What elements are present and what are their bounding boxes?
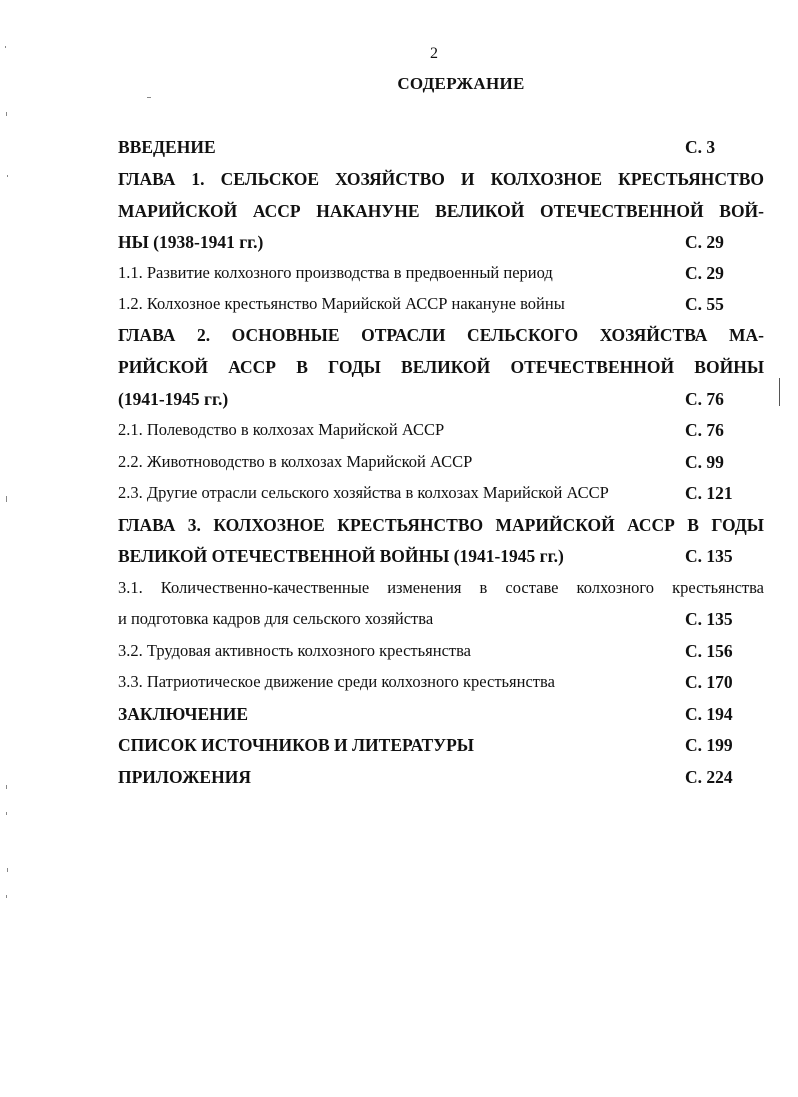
toc-entry-section-2-1	[118, 417, 764, 443]
toc-entry-chapter-2	[118, 322, 764, 348]
toc-entry-section-2-2	[118, 449, 764, 475]
toc-entry-section-3-1	[118, 575, 764, 601]
toc-entry-text: 2.2. Животноводство в колхозах Марийской АССР	[118, 452, 473, 471]
toc-entry-text: ГЛАВА 1. СЕЛЬСКОЕ ХОЗЯЙСТВО И КОЛХОЗНОЕ КРЕСТЬЯНСТВО	[118, 169, 764, 189]
toc-entry-chapter-1-cont	[118, 198, 764, 224]
toc-entry-page: С. 99	[685, 452, 724, 472]
page-number: 2	[430, 45, 438, 62]
toc-entry-page: С. 29	[685, 263, 724, 283]
scan-mark	[6, 496, 7, 502]
toc-entry-section-2-3	[118, 480, 764, 506]
toc-entry-page: С. 170	[685, 672, 733, 692]
scan-mark	[7, 175, 8, 177]
scan-mark	[7, 868, 8, 872]
toc-entry-page: С. 76	[685, 389, 724, 409]
scan-mark	[6, 895, 7, 898]
toc-entry-page: С. 3	[685, 137, 716, 157]
toc-entry-text: ГЛАВА 2. ОСНОВНЫЕ ОТРАСЛИ СЕЛЬСКОГО ХОЗЯЙСТВА МА-	[118, 325, 764, 345]
toc-entry-text: 2.1. Полеводство в колхозах Марийской АССР	[118, 420, 445, 439]
scan-mark	[6, 785, 7, 789]
toc-entry-chapter-3	[118, 512, 764, 538]
toc-entry-text: ПРИЛОЖЕНИЯ	[118, 767, 251, 787]
toc-entry-page: С. 199	[685, 735, 733, 755]
toc-entry-chapter-3-end	[118, 543, 764, 569]
toc-entry-text: СПИСОК ИСТОЧНИКОВ И ЛИТЕРАТУРЫ	[118, 735, 474, 755]
toc-entry-text: 3.3. Патриотическое движение среди колхозного крестьянства	[118, 672, 555, 691]
toc-entry-chapter-1	[118, 166, 764, 192]
toc-entry-page: С. 135	[685, 546, 733, 566]
toc-entry-page: С. 156	[685, 641, 733, 661]
toc-entry-text: НЫ (1938-1941 гг.)	[118, 232, 264, 252]
toc-entry-section-1-1	[118, 260, 764, 286]
toc-entry-chapter-2-end	[118, 386, 764, 412]
scan-mark	[147, 97, 151, 98]
toc-entry-sources	[118, 732, 764, 758]
toc-entry-page: С. 55	[685, 294, 724, 314]
toc-entry-text: 3.1. Количественно-качественные изменения в составе колхозного крестьянства	[118, 578, 764, 597]
toc-entry-section-3-3	[118, 669, 764, 695]
toc-entry-chapter-2-cont	[118, 354, 764, 380]
toc-entry-text: ВВЕДЕНИЕ	[118, 137, 216, 157]
toc-entry-page: С. 76	[685, 420, 724, 440]
scan-mark	[6, 812, 7, 815]
toc-entry-text: и подготовка кадров для сельского хозяйства	[118, 609, 434, 628]
toc-entry-text: РИЙСКОЙ АССР В ГОДЫ ВЕЛИКОЙ ОТЕЧЕСТВЕННОЙ ВОЙНЫ	[118, 357, 764, 377]
toc-entry-text: (1941-1945 гг.)	[118, 389, 229, 409]
toc-entry-text: ГЛАВА 3. КОЛХОЗНОЕ КРЕСТЬЯНСТВО МАРИЙСКОЙ АССР В ГОДЫ	[118, 515, 764, 535]
toc-entry-page: С. 224	[685, 767, 733, 787]
toc-entry-section-3-1-end	[118, 606, 764, 632]
toc-entry-page: С. 29	[685, 232, 724, 252]
toc-entry-page: С. 121	[685, 483, 733, 503]
scan-mark	[779, 378, 780, 406]
toc-entry-page: С. 135	[685, 609, 733, 629]
toc-entry-text: МАРИЙСКОЙ АССР НАКАНУНЕ ВЕЛИКОЙ ОТЕЧЕСТВЕННОЙ ВОЙ-	[118, 201, 764, 221]
toc-entry-text: 3.2. Трудовая активность колхозного крестьянства	[118, 641, 472, 660]
toc-entry-page: С. 194	[685, 704, 733, 724]
scan-mark	[5, 46, 6, 48]
toc-entry-appendices	[118, 764, 764, 790]
toc-entry-text: 2.3. Другие отрасли сельского хозяйства в колхозах Марийской АССР	[118, 483, 609, 502]
toc-entry-text: 1.1. Развитие колхозного производства в предвоенный период	[118, 263, 553, 282]
toc-entry-chapter-1-end	[118, 229, 764, 255]
toc-entry-section-3-2	[118, 638, 764, 664]
toc-entry-introduction	[118, 134, 764, 160]
toc-entry-conclusion	[118, 701, 764, 727]
toc-entry-text: 1.2. Колхозное крестьянство Марийской АССР накануне войны	[118, 294, 565, 313]
toc-entry-text: ЗАКЛЮЧЕНИЕ	[118, 704, 249, 724]
toc-entry-section-1-2	[118, 291, 764, 317]
toc-entry-text: ВЕЛИКОЙ ОТЕЧЕСТВЕННОЙ ВОЙНЫ (1941-1945 гг.)	[118, 546, 564, 566]
page-title: СОДЕРЖАНИЕ	[397, 74, 525, 93]
scan-mark	[6, 112, 7, 116]
